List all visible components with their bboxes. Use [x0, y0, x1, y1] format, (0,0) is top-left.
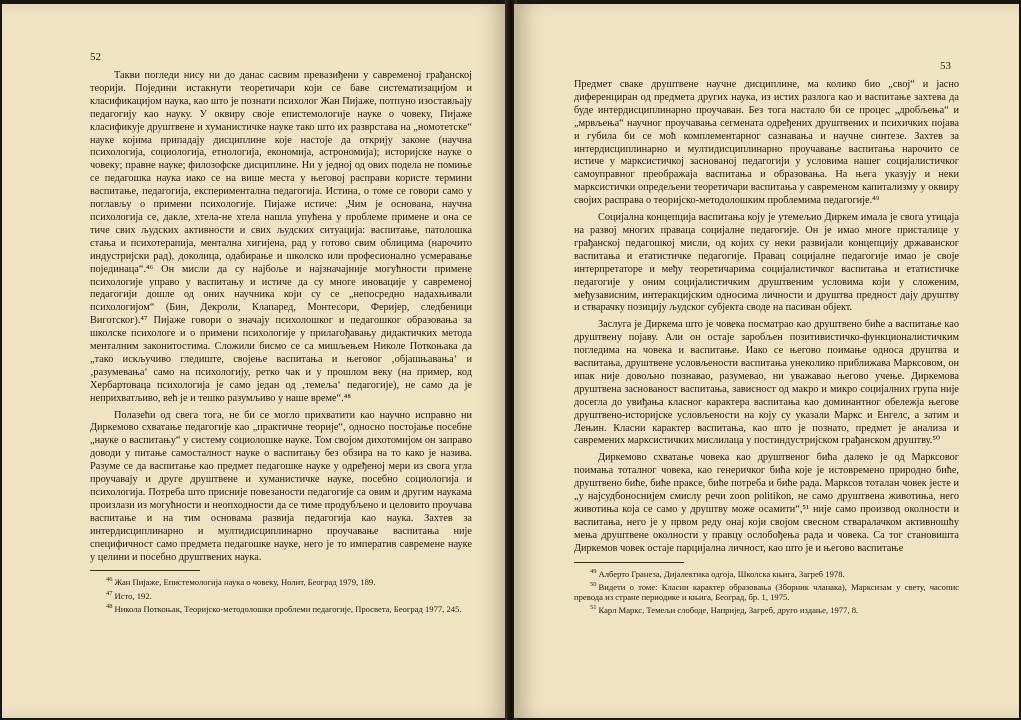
paragraph: Социјална концепција васпитања коју је утемељио Диркем имала је свога утицаја на развој многих праваца социјалне педагогије. Он је имао многе присталице у грађанској педагошкој мисли, од којих су неки развијали концепцију државанског васпитања и етатистичке педагогије. Правац социјалне педагогије имао је своје интерпретаторе и међу теоретичарима социјалистичког васпитања и етатистичке педагогије у оним социјалистичким друштвеним условима који у сложеним, међузависним, интеракцијским односима личности и друштва предност дају друштву и стварачку позицију људског субјекта своде на пасиван објект. [574, 212, 959, 314]
footnote: $^{48}$ Никола Поткоњак, Теоријско-методолошки проблеми педагогије, Просвета, Београд 1977, 245. [106, 602, 462, 614]
paragraph: Предмет сваке друштвене научне дисциплине, ма колико био „свој“ и јасно диференциран од предмета других наука, из истих разлога као и васпитање захтева да буде интердисциплинарно проучаван. Без тога настало би се процес „дробљења“ и „мрвљења“ научног проучавања сегмената одређених друштвених и психичких појава и губила би се моћ комплементарног сазнавања и научне синтезе. Захтев за интердисциплинарно и мултидисциплинарно проучавање васпитања нарочито се истиче у марксистичкој заснованој педагогији у условима нашег социјалистичког самоуправног преображаја васпитања и образовања. На њега указују и неки марксистички опредељени теоретичари васпитања у савременом капитализму у оквиру својих расправа о теоријско-методолошким проблемима педагогије.⁴⁹ [574, 79, 959, 207]
paragraph: Полазећи од свега тога, не би се могло прихватити као научно исправно ни Диркемово схватање педагогије као „практичне теорије“, односно постојање посебне „науке о васпитању“ у систему социолошке науке. Том својом дихотомијом он заправо доводи у питање самосталност науке о васпитању без обзира на то како је назива. Разуме се да васпитање као предмет педагошке науке у одређеној мери из свога угла проучавају и друге друштвене и хуманистичке науке, посебно социологија и психологија. Потреба што присније повезаности педагогије са овим и другим наукама произлази из могућности и неопходности да се тиме продубљено и целовито проучава васпитање и на тим основама развија педагогија као наука. Захтев за интердисциплинарно и мултидисциплинарно проучавање васпитања није специфичност само предмета педагошке науке, него је то императив савремене науке у целини и посебно друштвених наука. [90, 409, 472, 563]
footnote-divider [574, 562, 684, 563]
page-number: 52 [90, 51, 101, 63]
paragraph: Диркемово схватање човека као друштвеног бића далеко је од Марксовог поимања тоталног човека, као генеричког бића које је истовремено природно биће, друштвено биће, биће праксе, биће потреба и биће рада. Марксов тоталан човек јесте и „у најсудбоноснијем смислу речи zoon politikon, не само друштвена животиња, него животиња која се само у друштву може осамити“,⁵¹ није само производ околности и васпитања, него је у првом реду онај који својом свесном стваралачком активношћу мења друштвене околности у правцу ослобођења рада и човека. Са тог становишта Диркемов човек остаје парцијална личност, као што је и његово васпитање [574, 452, 959, 554]
footnote: $^{49}$ Алберто Гранеза, Дијалектика одгоја, Школска књига, Загреб 1978. [590, 567, 845, 579]
right-text-block [574, 79, 959, 616]
paragraph: Заслуга је Диркема што је човека посматрао као друштвено биће а васпитање као друштвену појаву. Али он остаје заробљен позитивистичко-функционалистичким погледима на човека и васпитање. Иако се његово поимање односа друштва и васпитања, друштвене условљености васпитања унеколико приближава Марксовом, он ипак није довољно познавао, разумевао, ни уважавао његово учење. Диркемова друштвена заснованост васпитања, зависност од макро и микро социјалних група није досегла до увиђања класног карактера васпитања као доминантног обележја његове друштвено-историјске условљености на коју су указали Маркс и Енгелс, а затим и Лењин. Класни карактер васпитања, као што је познато, предмет је анализа и савремених марксистичких мислилаца у постиндустријском грађанском друштву.⁵⁰ [574, 319, 959, 447]
footnote-divider [90, 570, 200, 571]
right-page [514, 4, 1019, 718]
left-text-block [90, 70, 472, 615]
page-number: 53 [940, 60, 951, 72]
footnote: $^{47}$ Исто, 192. [106, 589, 152, 601]
footnote: $^{50}$ Видети о томе: Класни карактер образовања (Зборник чланака), Марксизам у свету, часопис превода из стране периодике и књига, Београд, бр. 1, 1975. [574, 580, 959, 602]
left-page [2, 4, 508, 718]
paragraph: Такви погледи нису ни до данас сасвим превазиђени у савременој грађанској теорији. Поједини истакнути теоретичари који се баве систематизацијом и класификацијом наука, као што је познати психолог Жан Пијаже, потпуно изостављају педагогију као науку. У оквиру своје епистемологије науке о човеку, Пијаже класификује друштвене и хуманистичке науке тако што их разврстава на „номотетске“ науке којима припадају дисциплине које настоје да открију законе (научна психологија, социологија, етнологија, економија, астрономија); историјске науке о човеку; правне науке; филозофске дисциплине. Ни у једној од ових подела не помиње се педагошка наука иако се на више места у његовој расправи користе термини васпитање, педагогија, експериментална педагогија. Истина, о томе се говори само у поглављу о примени психологије. Пијаже истиче: „Чим је основана, научна психологија се, дакле, хтела-не хтела нашла упућена у проблеме примене и она се тиче свих људских активности и свих људских ситуација: васпитање, патолошка стања и психотерапија, ментална хигијена, рад у готово свим облицима (нарочито индустријски рад), доколица, одабирање и школско или професионално усмеравање појединаца“.⁴⁶ Он мисли да су најбоље и најзначајније могућности примене психологије управо у васпитању и истиче да су многе иновације у савременој педагогији дошле од оних научника који су се „непосредно надахњивали психологијом“ (Бин, Декроли, Клапаред, Монтесори, Феријер, следбеници Виготског).⁴⁷ Пијаже говори о значају психолошког и педагошког образовања за школске психологе и о примени психологије у прилагођавању дидактичких метода менталним законитостима. Сложили бисмо се са мишљењем Николе Поткоњака да „тако искључиво гледиште, својење васпитања и његовог ‚објашњавања‘ и ‚разумевања‘ само на психологију, ретко чак и у прошлом веку (на пример, код Хербартоваца психологија је само један од ‚темеља‘ педагогије), не само да је неприхватљиво, већ је и тешко разумљиво у наше време“.⁴⁸ [90, 70, 472, 404]
footnote: $^{46}$ Жан Пијаже, Епистемологија наука о човеку, Нолит, Београд 1979, 189. [106, 576, 376, 588]
footnote: $^{51}$ Карл Маркс, Темељи слободе, Напријед, Загреб, друго издање, 1977, 8. [590, 603, 859, 615]
